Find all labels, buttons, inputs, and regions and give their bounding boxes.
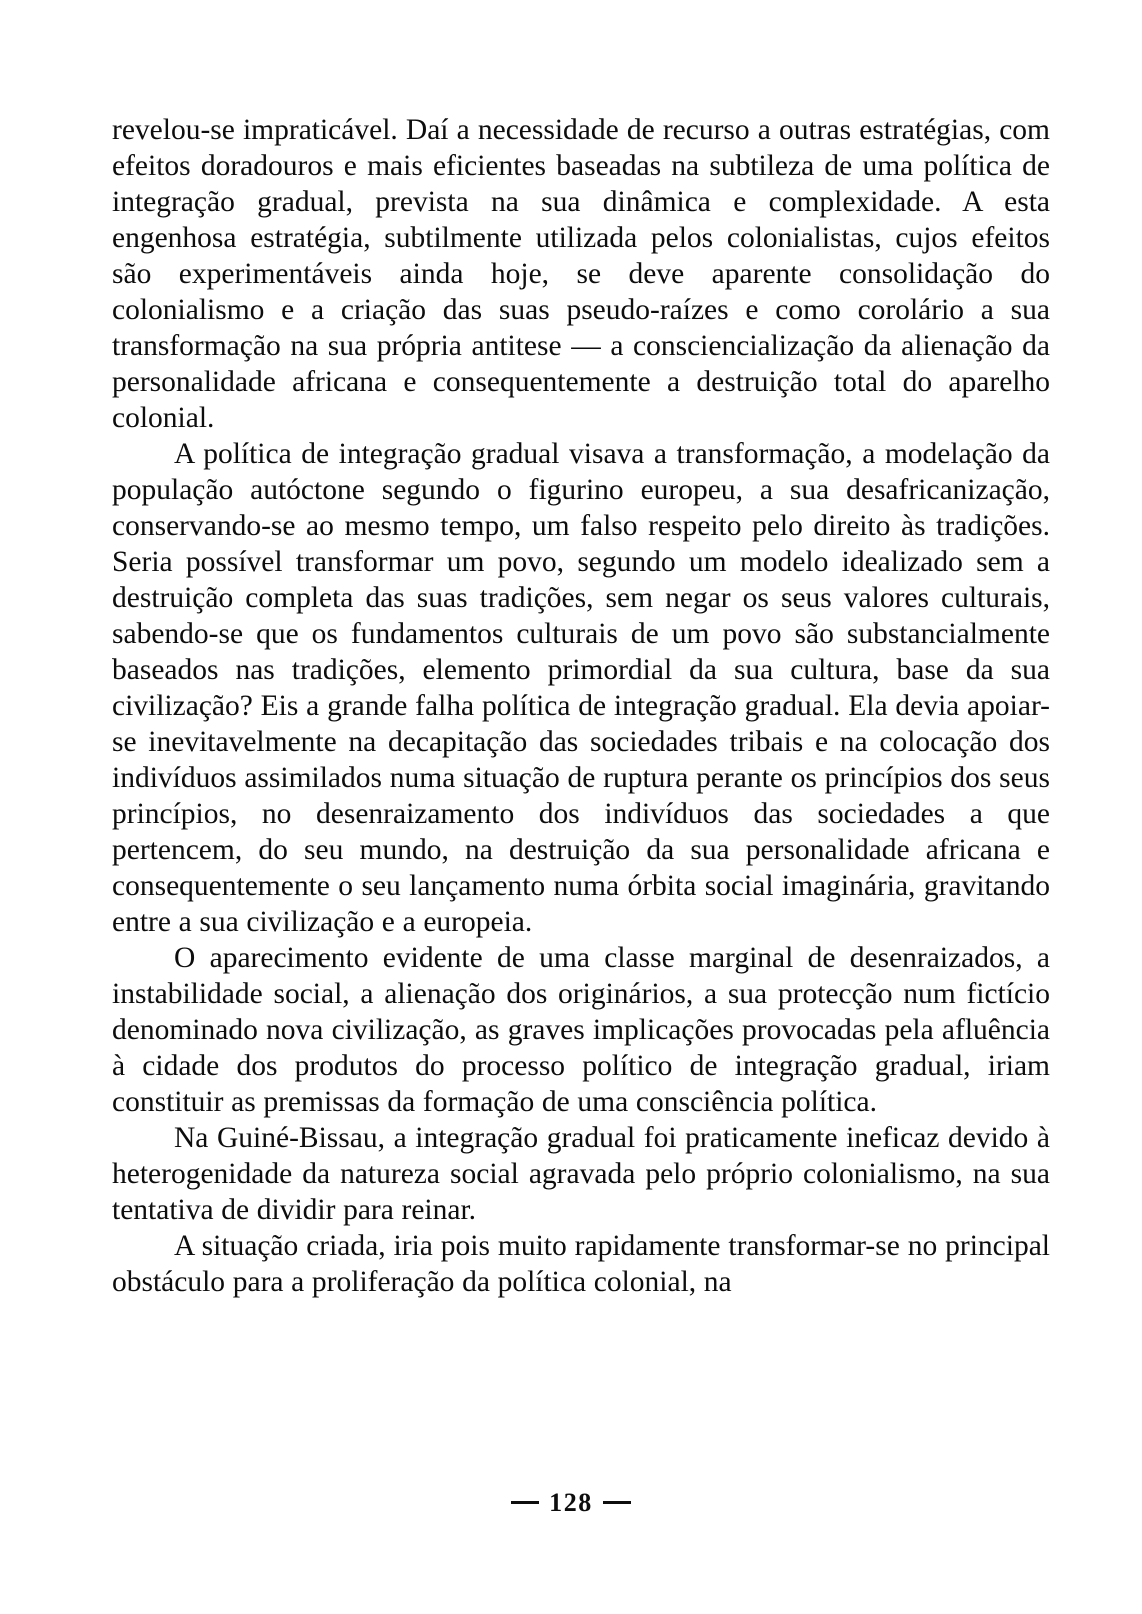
footer-dash-left xyxy=(511,1501,539,1504)
paragraph-1: revelou-se impraticável. Daí a necessidade de recurso a outras estratégias, com efeitos doradouros e mais eficientes baseadas na subtileza de uma política de integração gradual, prevista na sua dinâmica e complexidade. A esta engenhosa estratégia, subtilmente utilizada pelos colonialistas, cujos efeitos são experimentáveis ainda hoje, se deve aparente consolidação do colonialismo e a criação das suas pseudo-raízes e como corolário a sua transformação na sua própria antitese — a consciencialização da alienação da personalidade africana e consequentemente a destruição total do aparelho colonial. xyxy=(112,114,1050,434)
text-column xyxy=(112,112,1050,1300)
paragraph-3: O aparecimento evidente de uma classe marginal de desenraizados, a instabilidade social, a alienação dos originários, a sua protecção num fictício denominado nova civilização, as graves implicações provocadas pela afluência à cidade dos produtos do processo político de integração gradual, iriam constituir as premissas da formação de uma consciência política. xyxy=(112,942,1050,1118)
page-footer xyxy=(0,1488,1142,1518)
paragraph-2: A política de integração gradual visava a transformação, a modelação da população autóctone segundo o figurino europeu, a sua desafricanização, conservando-se ao mesmo tempo, um falso respeito pelo direito às tradições. Seria possível transformar um povo, segundo um modelo idealizado sem a destruição completa das suas tradições, sem negar os seus valores culturais, sabendo-se que os fundamentos culturais de um povo são substancialmente baseados nas tradições, elemento primordial da sua cultura, base da sua civilização? Eis a grande falha política de integração gradual. Ela devia apoiar-se inevitavelmente na decapitação das sociedades tribais e na colocação dos indivíduos assimilados numa situação de ruptura perante os princípios dos seus princípios, no desenraizamento dos indivíduos das sociedades a que pertencem, do seu mundo, na destruição da sua personalidade africana e consequentemente o seu lançamento numa órbita social imaginária, gravitando entre a sua civilização e a europeia. xyxy=(112,438,1050,938)
paragraph-5: A situação criada, iria pois muito rapidamente transformar-se no principal obstáculo para a proliferação da política colonial, na xyxy=(112,1230,1050,1298)
paragraph-4: Na Guiné-Bissau, a integração gradual foi praticamente ineficaz devido à heterogenidade da natureza social agravada pelo próprio colonialismo, na sua tentativa de dividir para reinar. xyxy=(112,1122,1050,1226)
page-number: 128 xyxy=(549,1488,593,1517)
footer-dash-right xyxy=(603,1501,631,1504)
